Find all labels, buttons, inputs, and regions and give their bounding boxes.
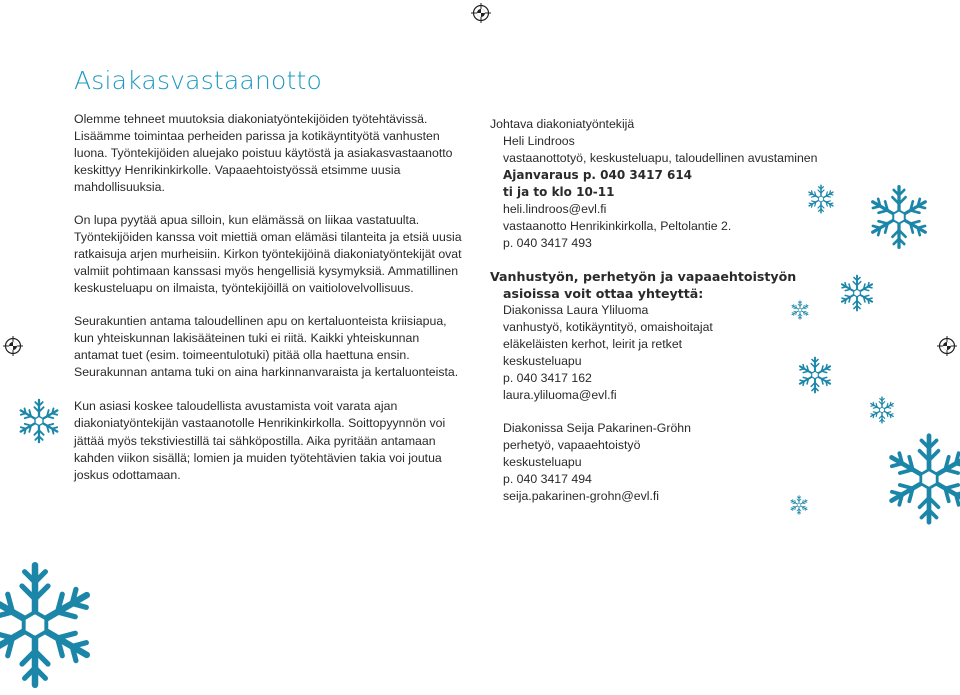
contact1-hours: ti ja to klo 10-11 [503, 185, 615, 199]
snowflake-icon [796, 356, 834, 394]
contact2-duties-2: eläkeläisten kerhot, leirit ja retket [503, 337, 683, 351]
contact2-name: Diakonissa Laura Yliluoma [503, 303, 649, 317]
snowflake-icon [789, 495, 809, 515]
snowflake-icon [838, 274, 876, 312]
registration-mark-icon [937, 336, 957, 356]
snowflake-icon [882, 432, 960, 526]
snowflake-icon [806, 184, 836, 214]
contact3-duties-1: perhetyö, vapaaehtoistyö [503, 438, 641, 452]
contact1-email[interactable]: heli.lindroos@evl.fi [503, 202, 607, 216]
paragraph-intro: Olemme tehneet muutoksia diakoniatyöntekijöiden työtehtävissä. Lisäämme toimintaa perheiden parissa ja kotikäyntityötä vanhusten luona. Työntekijöiden aluejako poistuu käytöstä ja asiakasvastaanotto keskittyy Henrikinkirkolle. Vapaaehtoistyössä etsimme uusia mahdollisuuksia. [74, 112, 453, 195]
snowflake-icon [0, 560, 100, 690]
contact2-duties-1: vanhustyö, kotikäyntityö, omaishoitajat [503, 320, 713, 334]
contact1-booking: Ajanvaraus p. 040 3417 614 [503, 168, 693, 182]
snowflake-icon [868, 396, 896, 424]
left-text-column [74, 111, 462, 499]
contact2-phone: p. 040 3417 162 [503, 371, 592, 385]
contact3-duties-2: keskusteluapu [503, 455, 582, 469]
contact2-email[interactable]: laura.yliluoma@evl.fi [503, 388, 617, 402]
snowflake-icon [790, 300, 810, 320]
contact1-duties: vastaanottotyö, keskusteluapu, taloudellinen avustaminen [503, 151, 818, 165]
contact2-duties-3: keskusteluapu [503, 354, 582, 368]
page-title: Asiakasvastaanotto [74, 66, 322, 95]
contact1-role: Johtava diakoniatyöntekijä [490, 117, 635, 131]
contact3-name: Diakonissa Seija Pakarinen-Gröhn [503, 421, 691, 435]
paragraph-help: On lupa pyytää apua silloin, kun elämässä on liikaa vastatuulta. Työntekijöiden kanssa voit miettiä oman elämäsi tilanteita ja etsiä uusia ratkaisuja arjen murheisiin. Kirkon työntekijöinä diakoniatyöntekijät ovat valmiit pohtimaan kanssasi myös hengellisiä kysymyksiä. Ammatillinen keskusteluapu on ilmaista, työntekijöillä on vaitiolovelvollisuus. [74, 212, 462, 296]
registration-mark-icon [3, 336, 23, 356]
contact1-phone: p. 040 3417 493 [503, 236, 592, 250]
section-heading-line2: asioissa voit ottaa yhteyttä: [503, 286, 704, 301]
registration-mark-icon [471, 3, 491, 23]
contact-column [490, 116, 830, 505]
paragraph-booking: Kun asiasi koskee taloudellista avustamista voit varata ajan diakoniatyöntekijän vastaanotolle Henrikinkirkolla. Soittopyynnön voi jättää myös tekstiviestillä tai sähköpostilla. Aika pyritään antamaan kahden viikon sisällä; lomien ja muiden työtehtävien takia voi joutua joskus odottamaan. [74, 399, 446, 482]
contact1-name: Heli Lindroos [503, 134, 575, 148]
section-heading-line1: Vanhustyön, perhetyön ja vapaaehtoistyön [490, 269, 797, 284]
contact1-location: vastaanotto Henrikinkirkolla, Peltolantie 2. [503, 219, 732, 233]
snowflake-icon [866, 184, 932, 250]
contact3-phone: p. 040 3417 494 [503, 472, 592, 486]
snowflake-icon [16, 398, 62, 444]
paragraph-financial-aid: Seurakuntien antama taloudellinen apu on kertaluonteista kriisiapua, kun yhteiskunnan lakisääteinen tuki ei riitä. Kaikki yhteiskunnan antamat tuet (esim. toimeentulotuki) pitää olla haettuna ensin. Seurakunnan antama tuki on aina harkinnanvaraista ja kertaluonteista. [74, 313, 459, 380]
contact3-email[interactable]: seija.pakarinen-grohn@evl.fi [503, 489, 660, 503]
